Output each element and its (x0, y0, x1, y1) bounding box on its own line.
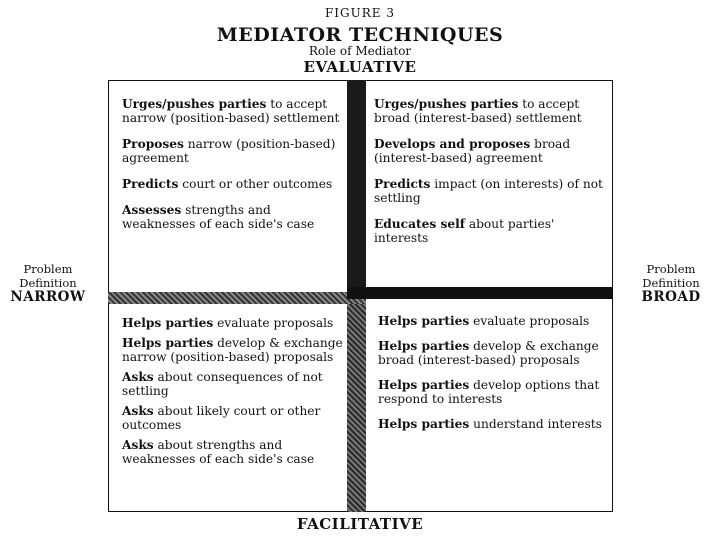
quadrant-evaluative-broad (374, 97, 604, 257)
horizontal-divider-right (347, 287, 613, 299)
technique-verb: Urges/pushes parties (122, 97, 267, 111)
technique-item (122, 336, 344, 364)
technique-text: court or other outcomes (178, 177, 333, 191)
technique-item (122, 137, 344, 165)
technique-text: develop & exchange narrow (position-based) proposals (122, 336, 343, 364)
technique-text: evaluate proposals (469, 314, 590, 328)
axis-left-value: NARROW (10, 289, 86, 305)
technique-item (374, 177, 604, 205)
axis-label-left (2, 262, 94, 304)
technique-verb: Asks (122, 404, 154, 418)
axis-left-line1: Problem (23, 262, 73, 276)
axis-right-line2: Definition (642, 276, 700, 290)
technique-text: understand interests (469, 417, 602, 431)
technique-text: about strengths and weaknesses of each side's case (122, 438, 315, 466)
technique-item (122, 177, 344, 191)
technique-text: narrow (position-based) agreement (122, 137, 336, 165)
diagram-title: MEDIATOR TECHNIQUES (216, 24, 504, 46)
technique-item (378, 339, 606, 367)
technique-text: to accept narrow (position-based) settlement (122, 97, 340, 125)
technique-item (378, 417, 606, 431)
axis-left-line2: Definition (19, 276, 77, 290)
technique-text: evaluate proposals (213, 316, 334, 330)
technique-text: impact (on interests) of not settling (374, 177, 603, 205)
technique-verb: Develops and proposes (374, 137, 531, 151)
technique-text: broad (interest-based) agreement (374, 137, 571, 165)
technique-item (374, 217, 604, 245)
technique-verb: Predicts (122, 177, 179, 191)
technique-item (122, 203, 344, 231)
technique-text: strengths and weaknesses of each side's case (122, 203, 315, 231)
technique-verb: Educates self (374, 217, 465, 231)
technique-item (122, 404, 344, 432)
technique-verb: Assesses (122, 203, 182, 217)
technique-item (378, 314, 606, 328)
technique-verb: Asks (122, 438, 154, 452)
role-label: Role of Mediator (308, 44, 412, 58)
technique-text: develop & exchange broad (interest-based) proposals (378, 339, 599, 367)
horizontal-divider-left (108, 292, 366, 304)
technique-text: about likely court or other outcomes (122, 404, 321, 432)
axis-right-line1: Problem (646, 262, 696, 276)
axis-label-top: EVALUATIVE (303, 58, 417, 76)
technique-verb: Helps parties (378, 378, 470, 392)
axis-right-value: BROAD (641, 289, 701, 305)
technique-verb: Helps parties (378, 339, 470, 353)
axis-label-right (624, 262, 718, 304)
technique-text: develop options that respond to interests (378, 378, 600, 406)
technique-item (122, 370, 344, 398)
technique-item (374, 97, 604, 125)
figure-label: FIGURE 3 (324, 6, 395, 20)
technique-text: about parties' interests (374, 217, 555, 245)
axis-label-bottom: FACILITATIVE (296, 515, 424, 533)
technique-verb: Helps parties (378, 417, 470, 431)
technique-verb: Proposes (122, 137, 184, 151)
technique-item (122, 97, 344, 125)
technique-item (378, 378, 606, 406)
technique-verb: Helps parties (122, 316, 214, 330)
quadrant-facilitative-narrow (122, 316, 344, 472)
technique-verb: Asks (122, 370, 154, 384)
technique-verb: Helps parties (378, 314, 470, 328)
technique-text: about consequences of not settling (122, 370, 323, 398)
technique-verb: Helps parties (122, 336, 214, 350)
quadrant-evaluative-narrow (122, 97, 344, 243)
quadrant-facilitative-broad (378, 314, 606, 442)
technique-verb: Predicts (374, 177, 431, 191)
technique-verb: Urges/pushes parties (374, 97, 519, 111)
vertical-divider-lower (347, 300, 366, 512)
technique-item (122, 316, 344, 330)
technique-text: to accept broad (interest-based) settlement (374, 97, 582, 125)
technique-item (374, 137, 604, 165)
technique-item (122, 438, 344, 466)
